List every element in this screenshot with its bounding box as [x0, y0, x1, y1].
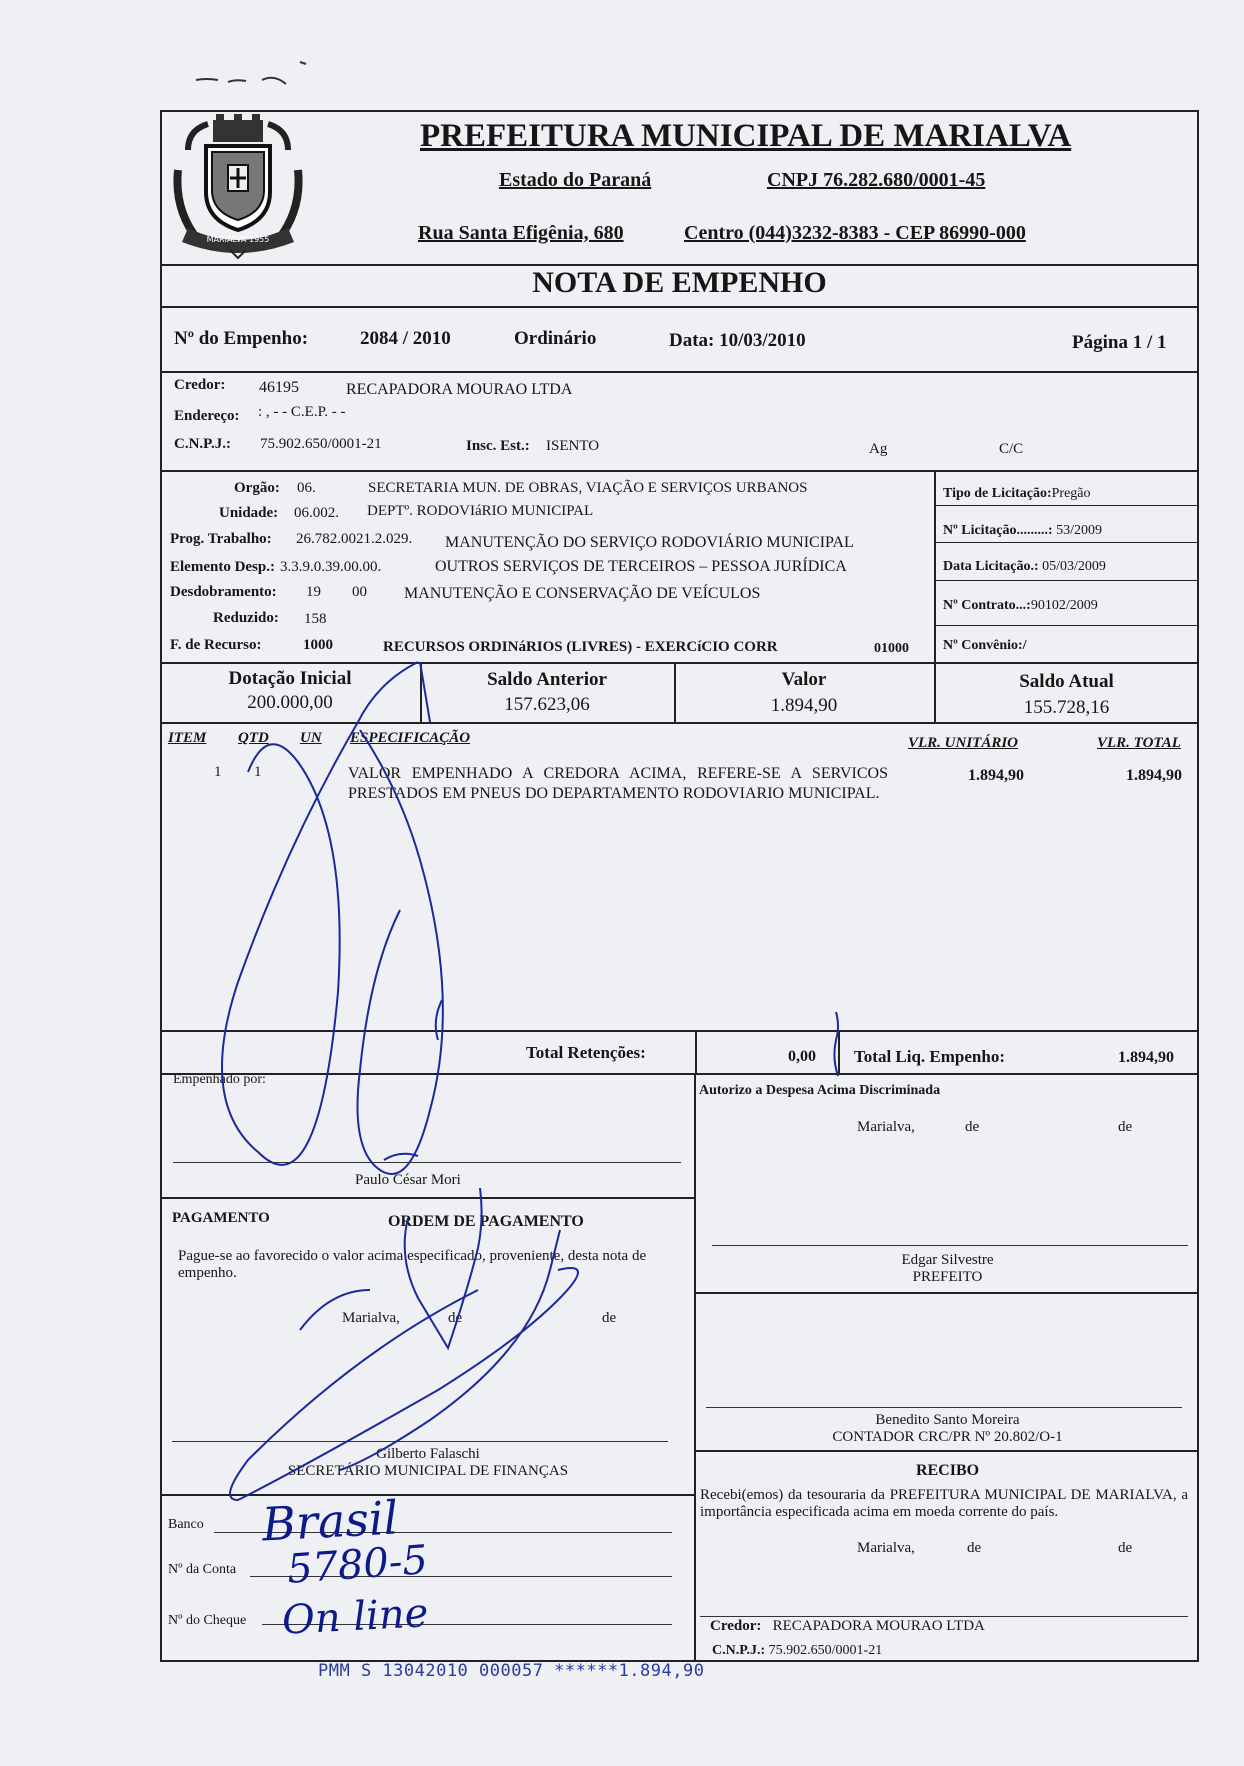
unidade-desc: DEPTº. RODOVIáRIO MUNICIPAL: [367, 503, 594, 519]
recibo-de-1: de: [967, 1540, 982, 1556]
municipality-cnpj: CNPJ 76.282.680/0001-45: [767, 169, 986, 191]
secretario-name: Gilberto Falaschi: [376, 1446, 480, 1462]
payment-stamp: PMM S 13042010 000057 ******1.894,90: [318, 1661, 705, 1681]
credor-cnpj: 75.902.650/0001-21: [260, 436, 382, 452]
elemento-label: Elemento Desp.:: [170, 559, 275, 575]
empenho-type: Ordinário: [514, 328, 597, 349]
desdobramento-label: Desdobramento:: [170, 584, 277, 600]
col-un-header: UN: [300, 730, 322, 746]
saldo-atual-label: Saldo Atual: [1019, 671, 1114, 692]
municipality-address: Rua Santa Efigênia, 680: [418, 222, 624, 244]
recibo-text: Recebi(emos) da tesouraria da PREFEITURA MUNICIPAL DE MARIALVA, a importância especificada acima em moeda corrente do país.: [700, 1487, 1188, 1520]
empenhado-por-name: Paulo César Mori: [355, 1172, 461, 1188]
fonte-recurso-code: 1000: [303, 637, 333, 653]
empenho-date: Data: 10/03/2010: [669, 330, 806, 351]
credor-name: RECAPADORA MOURAO LTDA: [346, 381, 573, 398]
reduzido-value: 158: [304, 611, 327, 627]
credor-cnpj-label: C.N.P.J.:: [174, 436, 231, 452]
orgao-code: 06.: [297, 480, 316, 496]
desdobramento-b: 00: [352, 584, 367, 600]
fonte-recurso-desc: RECURSOS ORDINáRIOS (LIVRES) - EXERCíCIO CORR: [383, 639, 778, 655]
desdobramento-a: 19: [306, 584, 321, 600]
item-qtd: 1: [254, 764, 262, 780]
empenho-number: 2084 / 2010: [360, 328, 451, 349]
ordem-pagamento-label: ORDEM DE PAGAMENTO: [388, 1213, 584, 1230]
numero-conta-label: Nº da Conta: [168, 1562, 237, 1577]
item-number: 1: [214, 764, 222, 780]
document-title: NOTA DE EMPENHO: [532, 266, 827, 299]
state-name: Estado do Paraná: [499, 169, 652, 191]
secretario-title: SECRETÁRIO MUNICIPAL DE FINANÇAS: [287, 1463, 569, 1479]
prefeito-signature-block: [696, 1252, 1199, 1286]
unidade-label: Unidade:: [219, 505, 279, 521]
endereco-label: Endereço:: [174, 408, 240, 424]
num-licitacao-value: 53/2009: [1056, 523, 1102, 538]
svg-text:MARIALVA 1955: MARIALVA 1955: [206, 235, 270, 244]
item-vlr-total: 1.894,90: [1126, 767, 1182, 784]
tipo-licitacao-label: Tipo de Licitação:: [943, 486, 1052, 501]
col-item-header: ITEM: [168, 730, 207, 746]
total-retencoes-label: Total Retenções:: [526, 1043, 646, 1062]
pagamento-text: Pague-se ao favorecido o valor acima especificado, proveniente, desta nota de empenho.: [178, 1248, 647, 1281]
prog-trabalho-label: Prog. Trabalho:: [170, 531, 272, 547]
autorizo-de-1: de: [965, 1119, 980, 1135]
elemento-code: 3.3.9.0.39.00.00.: [280, 559, 382, 575]
endereco-value: : , - - C.E.P. - -: [258, 404, 346, 420]
col-especificacao-header: ESPECIFICAÇÃO: [350, 730, 471, 746]
insc-est-value: ISENTO: [546, 438, 600, 454]
prog-trabalho-desc: MANUTENÇÃO DO SERVIÇO RODOVIÁRIO MUNICIPAL: [445, 534, 854, 551]
saldo-atual-value: 155.728,16: [1023, 697, 1110, 718]
col-vlr-unitario-header: VLR. UNITÁRIO: [908, 735, 1019, 751]
item-vlr-unitario: 1.894,90: [968, 767, 1024, 784]
data-licitacao-value: 05/03/2009: [1042, 559, 1106, 574]
valor-value: 1.894,90: [770, 695, 838, 716]
page-number: Página 1 / 1: [1072, 332, 1167, 353]
empenho-number-label: Nº do Empenho:: [174, 328, 309, 349]
orgao-label: Orgão:: [234, 480, 280, 496]
autorizo-label: Autorizo a Despesa Acima Discriminada: [699, 1083, 941, 1098]
contrato-value: 90102/2009: [1030, 598, 1098, 613]
valor-label: Valor: [781, 669, 827, 690]
tipo-licitacao-value: Pregão: [1051, 486, 1091, 501]
contador-signature-block: [696, 1412, 1199, 1446]
prefeito-name: Edgar Silvestre: [901, 1252, 994, 1268]
recibo-cnpj-label: C.N.P.J.:: [712, 1643, 766, 1658]
banco-handwritten: Brasil: [260, 1490, 400, 1552]
numero-cheque-label: Nº do Cheque: [168, 1613, 247, 1628]
fonte-recurso-label: F. de Recurso:: [170, 637, 262, 653]
credor-label: Credor:: [174, 377, 226, 393]
pagamento-de-1: de: [448, 1310, 463, 1326]
contador-title: CONTADOR CRC/PR Nº 20.802/O-1: [832, 1429, 1063, 1445]
cheque-handwritten: On line: [280, 1590, 430, 1644]
col-vlr-total-header: VLR. TOTAL: [1097, 735, 1181, 751]
recibo-credor-label: Credor:: [710, 1618, 762, 1634]
data-licitacao-label: Data Licitação.:: [943, 559, 1039, 574]
autorizo-de-2: de: [1118, 1119, 1133, 1135]
total-liquido-label: Total Liq. Empenho:: [854, 1047, 1005, 1066]
pagamento-de-2: de: [602, 1310, 617, 1326]
col-qtd-header: QTD: [238, 730, 269, 746]
prog-trabalho-code: 26.782.0021.2.029.: [296, 531, 413, 547]
desdobramento-desc: MANUTENÇÃO E CONSERVAÇÃO DE VEÍCULOS: [404, 585, 761, 602]
saldo-anterior-label: Saldo Anterior: [487, 669, 607, 690]
insc-est-label: Insc. Est.:: [466, 438, 530, 454]
orgao-desc: SECRETARIA MUN. DE OBRAS, VIAÇÃO E SERVIÇOS URBANOS: [368, 480, 808, 496]
saldo-anterior-value: 157.623,06: [504, 694, 590, 715]
autorizo-city: Marialva,: [857, 1119, 915, 1135]
item-especificacao: VALOR EMPENHADO A CREDORA ACIMA, REFERE-SE A SERVICOS PRESTADOS EM PNEUS DO DEPARTAMENTO RODOVIARIO MUNICIPAL.: [348, 765, 888, 802]
municipality-title: PREFEITURA MUNICIPAL DE MARIALVA: [420, 118, 1072, 154]
municipality-contact: Centro (044)3232-8383 - CEP 86990-000: [684, 222, 1026, 244]
pagamento-city: Marialva,: [342, 1310, 400, 1326]
fonte-recurso-num: 01000: [874, 641, 909, 656]
recibo-title: RECIBO: [915, 1462, 980, 1479]
unidade-code: 06.002.: [294, 505, 339, 521]
contador-name: Benedito Santo Moreira: [875, 1412, 1020, 1428]
conta-handwritten: 5780-5: [285, 1537, 430, 1593]
conta-corrente-label: C/C: [999, 441, 1024, 457]
coat-of-arms-emblem: [168, 110, 308, 260]
banco-label: Banco: [168, 1517, 204, 1532]
recibo-de-2: de: [1118, 1540, 1133, 1556]
total-retencoes-value: 0,00: [788, 1048, 816, 1065]
elemento-desc: OUTROS SERVIÇOS DE TERCEIROS – PESSOA JURÍDICA: [435, 558, 847, 575]
agencia-label: Ag: [869, 441, 888, 457]
num-licitacao-label: Nº Licitação.........:: [943, 523, 1053, 538]
credor-code: 46195: [259, 379, 299, 396]
total-liquido-value: 1.894,90: [1118, 1049, 1174, 1066]
dotacao-inicial-label: Dotação Inicial: [228, 668, 352, 689]
contrato-label: Nº Contrato...:: [943, 598, 1031, 613]
secretario-signature-block: [160, 1446, 696, 1480]
convenio-label: Nº Convênio:/: [943, 638, 1027, 653]
recibo-city: Marialva,: [857, 1540, 915, 1556]
recibo-cnpj-value: 75.902.650/0001-21: [768, 1643, 883, 1658]
empenhado-por-label: Empenhado por:: [173, 1072, 266, 1087]
reduzido-label: Reduzido:: [213, 610, 279, 626]
prefeito-title: PREFEITO: [912, 1269, 983, 1285]
dotacao-inicial-value: 200.000,00: [247, 692, 333, 713]
recibo-credor-name: RECAPADORA MOURAO LTDA: [772, 1618, 985, 1634]
pagamento-label: PAGAMENTO: [172, 1210, 270, 1226]
